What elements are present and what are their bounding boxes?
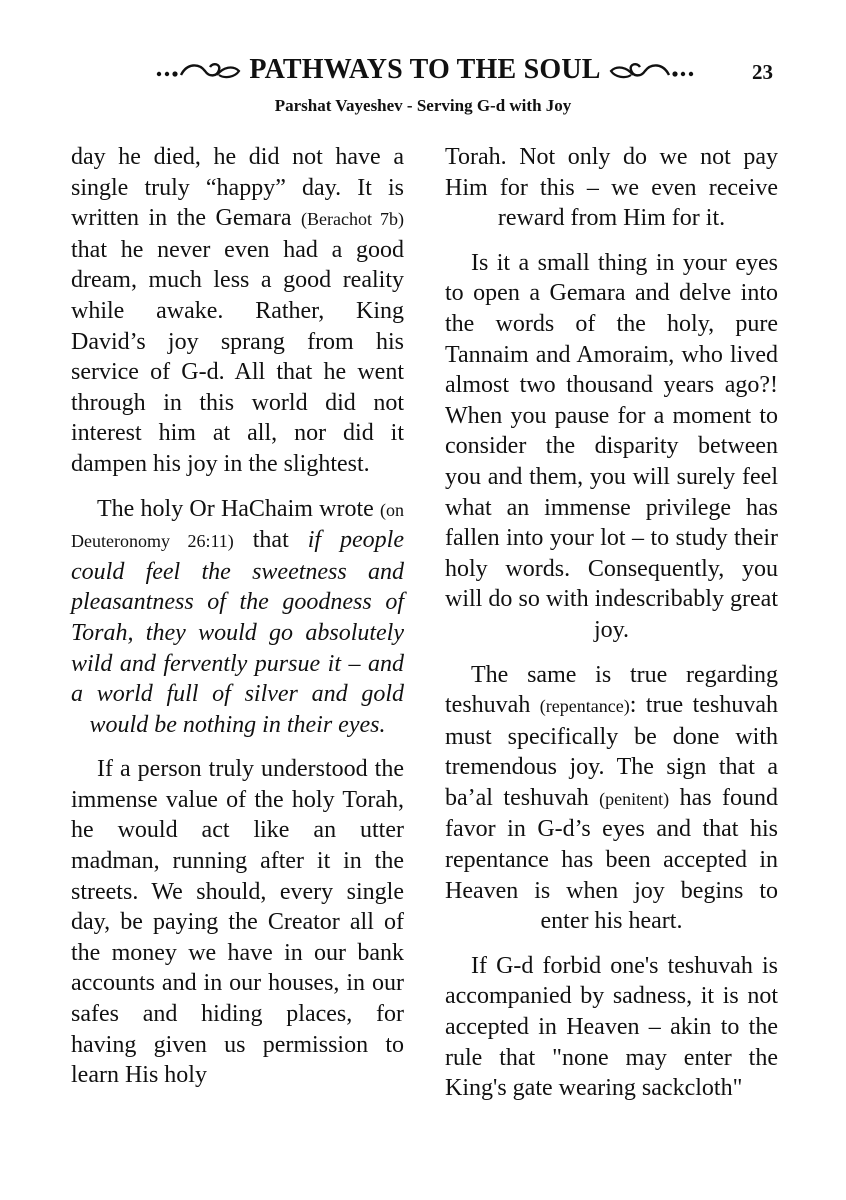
paragraph [71,142,404,480]
source-reference: (Berachot 7b) [301,209,404,230]
header-title-group [130,50,720,90]
paragraph-text: day he died, he did not have a single truly “happy” day. It is written in the Gemara [71,144,404,232]
paragraph-text: The same is true regarding teshuvah [445,661,778,719]
paragraph [445,660,778,937]
left-ornament-icon [155,59,241,81]
paragraph: Torah. Not only do we not pay Him for this – we even receive reward from Him for it. [445,144,778,232]
paragraph: Is it a small thing in your eyes to open a Gemara and delve into the words of the holy, pure Tannaim and Amoraim, who lived almost two thousand years ago?! When you pause for a moment to consider the disparity between you and them, you will surely feel what an immense privilege has fallen into your lot – to study their holy words. Consequently, you will do so with indescribably great joy. [445,249,778,643]
header-title: PATHWAYS TO THE SOUL [249,54,601,85]
paragraph [71,494,404,741]
paragraph: If G-d forbid one's teshuvah is accompanied by sadness, it is not accepted in Heaven – akin to the rule that "none may enter the King's gate wearing sackcloth" [445,952,778,1102]
page-subtitle: Parshat Vayeshev - Serving G-d with Joy [274,96,572,115]
paragraph-text: has found favor in G-d’s eyes and that his repentance has been accepted in Heaven is when joy begins to enter his heart. [445,784,778,935]
quoted-text: if people could feel the sweetness and pleasantness of the goodness of Torah, they would go absolutely wild and fervently pursue it – and a world full of silver and gold would be nothing in their eyes. [71,527,404,738]
running-header [0,50,846,90]
left-column [71,142,404,1105]
paragraph-text: that he never even had a good dream, much less a good reality while awake. Rather, King David’s joy sprang from his service of G-d. All that he went through in this world did not interest him at all, nor did it dampen his joy in the slightest. [71,236,404,477]
right-ornament-icon [609,59,695,81]
source-reference: (on Deuteronomy 26:11) [71,499,404,552]
source-reference: (penitent) [599,788,670,809]
page-number: 23 [752,60,773,84]
source-reference: (repentance) [539,696,630,717]
paragraph-text: that [233,527,308,554]
paragraph: If a person truly understood the immense value of the holy Torah, he would act like an utter madman, running after it in the streets. We should, every single day, be paying the Creator all of the money we have in our bank accounts and in our houses, in our safes and hiding places, for having given us permission to learn His holy [71,756,404,1089]
paragraph-text: : true teshuvah must specifically be done with tremendous joy. The sign that a ba’al teshuvah [445,692,778,811]
paragraph-text: The holy Or HaChaim wrote [97,495,380,522]
right-column [445,142,778,1118]
